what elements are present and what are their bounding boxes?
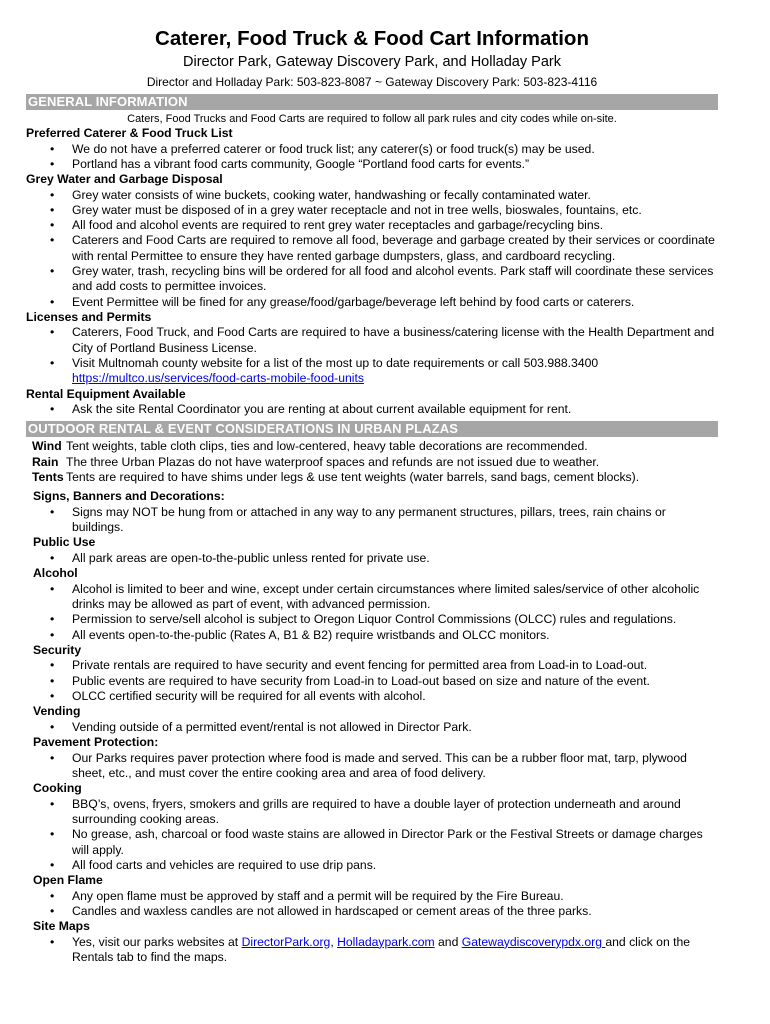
condition-key-tents: Tents [32, 470, 64, 485]
site-maps-pre: Yes, visit our parks websites at [72, 934, 242, 949]
director-park-link[interactable]: DirectorPark.org [241, 934, 331, 949]
list-item: • All food carts and vehicles are required to use drip pans. [26, 858, 718, 873]
condition-key-rain: Rain [32, 454, 59, 469]
list-item: • Grey water must be disposed of in a grey water receptacle and not in tree wells, bioswales, fountains, etc. [26, 203, 718, 218]
heading-grey-water: Grey Water and Garbage Disposal [26, 172, 223, 187]
list-item: • Ask the site Rental Coordinator you are renting at about current available equipment for rent. [26, 402, 718, 417]
heading-vending: Vending [33, 704, 81, 719]
list-item: • Our Parks requires paver protection where food is made and served. This can be a rubber floor mat, tarp, plywood sheet, etc., and must cover the entire cooking area and area of food delivery. [26, 751, 718, 782]
list-item: • Grey water, trash, recycling bins will be ordered for all food and alcohol events. Park staff will coordinate these services and add costs to permittee invoices. [26, 264, 718, 295]
list-item: • All events open-to-the-public (Rates A, B1 & B2) require wristbands and OLCC monitors. [26, 628, 718, 643]
list-item: • Candles and waxless candles are not allowed in hardscaped or cement areas of the three parks. [26, 904, 718, 919]
holladay-park-link[interactable]: Holladaypark.com [337, 934, 435, 949]
list-item: • We do not have a preferred caterer or food truck list; any caterer(s) or food truck(s) may be used. [26, 142, 718, 157]
multco-link[interactable]: https://multco.us/services/food-carts-mobile-food-units [72, 371, 364, 386]
gateway-discovery-link[interactable]: Gatewaydiscoverypdx.org [461, 934, 606, 949]
list-item [26, 356, 718, 387]
list-public-use [26, 551, 718, 566]
list-item: • Any open flame must be approved by staff and a permit will be required by the Fire Bureau. [26, 889, 718, 904]
list-item: • No grease, ash, charcoal or food waste stains are allowed in Director Park or the Festival Streets or damage charges will apply. [26, 827, 718, 858]
list-item: • Caterers, Food Truck, and Food Carts are required to have a business/catering license with the Health Department and City of Portland Business License. [26, 325, 718, 356]
condition-text-tents: Tents are required to have shims under legs & use tent weights (water barrels, sand bags, cement blocks). [66, 470, 640, 485]
heading-licenses: Licenses and Permits [26, 309, 152, 324]
list-cooking [26, 797, 718, 873]
list-alcohol [26, 582, 718, 643]
list-item: • Event Permittee will be fined for any grease/food/garbage/beverage left behind by food carts or caterers. [26, 295, 718, 310]
heading-cooking: Cooking [33, 781, 82, 796]
list-item: • Portland has a vibrant food carts community, Google “Portland food carts for events.” [26, 157, 718, 172]
site-maps-sep2: and [434, 934, 462, 949]
list-security [26, 658, 718, 704]
list-item: • Caterers and Food Carts are required to remove all food, beverage and garbage created by their services or coordinate with rental Permittee to ensure they have rented garbage dumpsters, glass, and cardboard recycling. [26, 233, 718, 264]
page-title: Caterer, Food Truck & Food Cart Information [155, 27, 589, 50]
list-item: • All park areas are open-to-the-public unless rented for private use. [26, 551, 718, 566]
list-item: • Permission to serve/sell alcohol is subject to Oregon Liquor Control Commissions (OLCC) rules and regulations. [26, 612, 718, 627]
condition-text-rain: The three Urban Plazas do not have waterproof spaces and refunds are not issued due to weather. [66, 454, 600, 469]
condition-text-wind: Tent weights, table cloth clips, ties and low-centered, heavy table decorations are recommended. [66, 439, 588, 454]
heading-pavement-protection: Pavement Protection: [33, 735, 159, 750]
list-item: • Grey water consists of wine buckets, cooking water, handwashing or fecally contaminated water. [26, 188, 718, 203]
list-item [26, 935, 718, 966]
list-preferred-caterer [26, 142, 718, 173]
heading-preferred-caterer: Preferred Caterer & Food Truck List [26, 126, 233, 140]
list-vending [26, 720, 718, 735]
list-item: • OLCC certified security will be required for all events with alcohol. [26, 689, 718, 704]
conditions-grid [26, 439, 718, 485]
site-maps-sep1: , [330, 934, 338, 949]
list-open-flame [26, 889, 718, 920]
heading-open-flame: Open Flame [33, 873, 103, 888]
heading-site-maps: Site Maps [33, 919, 90, 934]
list-item: • Public events are required to have security from Load-in to Load-out based on size and nature of the event. [26, 674, 718, 689]
list-signs [26, 505, 718, 536]
list-licenses [26, 325, 718, 386]
multco-text: Visit Multnomah county website for a list of the most up to date requirements or call 503.988.3400 [72, 356, 599, 371]
list-grey-water [26, 188, 718, 310]
heading-rental-equipment: Rental Equipment Available [26, 386, 186, 401]
heading-signs: Signs, Banners and Decorations: [33, 489, 225, 504]
general-intro: Caters, Food Trucks and Food Carts are required to follow all park rules and city codes while on-site. [127, 113, 617, 125]
page-subtitle: Director Park, Gateway Discovery Park, and Holladay Park [183, 54, 561, 70]
section-general-information: GENERAL INFORMATION [26, 94, 718, 110]
list-rental-equipment [26, 402, 718, 417]
condition-key-wind: Wind [32, 439, 62, 454]
list-site-maps [26, 935, 718, 966]
list-item: • Vending outside of a permitted event/rental is not allowed in Director Park. [26, 720, 718, 735]
contact-phones: Director and Holladay Park: 503-823-8087 ~ Gateway Discovery Park: 503-823-4116 [146, 75, 598, 89]
list-item: • Signs may NOT be hung from or attached in any way to any permanent structures, pillars, trees, rain chains or buildings. [26, 505, 718, 536]
list-item: • BBQ’s, ovens, fryers, smokers and grills are required to have a double layer of protection underneath and around surrounding cooking areas. [26, 797, 718, 828]
list-item: • All food and alcohol events are required to rent grey water receptacles and garbage/recycling bins. [26, 218, 718, 233]
list-item: • Private rentals are required to have security and event fencing for permitted area from Load-in to Load-out. [26, 658, 718, 673]
list-item: • Alcohol is limited to beer and wine, except under certain circumstances where limited sales/service of other alcoholic drinks may be allowed as part of event, with advanced permission. [26, 582, 718, 613]
heading-alcohol: Alcohol [33, 566, 78, 581]
section-outdoor-rental: OUTDOOR RENTAL & EVENT CONSIDERATIONS IN URBAN PLAZAS [26, 421, 718, 437]
list-pavement-protection [26, 751, 718, 782]
heading-public-use: Public Use [33, 535, 96, 550]
heading-security: Security [33, 642, 82, 657]
site-maps-post: and click on the Rentals tab to find the maps. [72, 934, 691, 965]
